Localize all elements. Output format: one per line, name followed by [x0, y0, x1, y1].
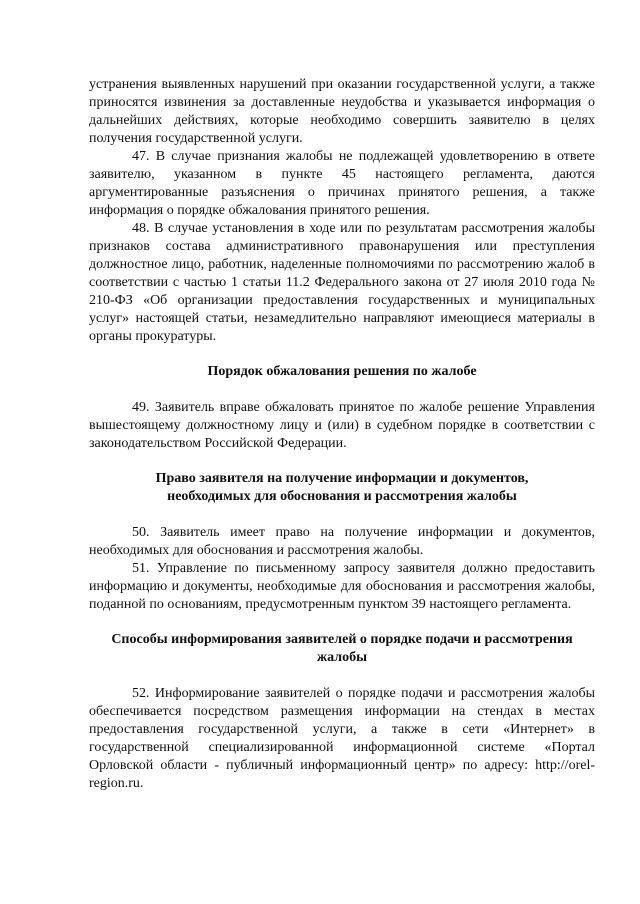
- paragraph-51: 51. Управление по письменному запросу заявителя должно предоставить информацию и документы, необходимые для обоснования и рассмотрения жалобы, поданной по основаниям, предусмотренным пунктом 39 настоящего регламента.: [89, 561, 595, 612]
- spacer: [89, 346, 595, 363]
- heading-rights: [89, 470, 595, 506]
- spacer: [89, 667, 595, 685]
- document-page: [89, 76, 595, 793]
- paragraph-52: 52. Информирование заявителей о порядке подачи и рассмотрения жалобы обеспечивается посредством размещения информации на стендах в местах предоставления государственной услуги, а также в сети «Интернет» в государственной специализированной информационной системе «Портал Орловской области - публичный информационный центр» по адресу: http://orel-region.ru.: [89, 686, 595, 791]
- paragraph-50: 50. Заявитель имеет право на получение информации и документов, необходимых для обоснования и рассмотрения жалобы.: [89, 525, 595, 558]
- paragraph-48: 48. В случае установления в ходе или по результатам рассмотрения жалобы признаков состава административного правонарушения или преступления должностное лицо, работник, наделенные полномочиями по рассмотрению жалоб в соответствии с частью 1 статьи 11.2 Федерального закона от 27 июля 2010 года № 210-ФЗ «Об организации предоставления государственных и муниципальных услуг» настоящей статьи, незамедлительно направляют имеющиеся материалы в органы прокуратуры.: [89, 221, 595, 344]
- spacer: [89, 453, 595, 470]
- heading-methods-line2: жалобы: [316, 650, 368, 665]
- paragraph-47: 47. В случае признания жалобы не подлежащей удовлетворению в ответе заявителю, указанном в пункте 45 настоящего регламента, даются аргументированные разъяснения о причинах принятого решения, а также информация о порядке обжалования принятого решения.: [89, 149, 595, 218]
- spacer: [89, 506, 595, 524]
- spacer: [89, 614, 595, 631]
- continuation-paragraph: устранения выявленных нарушений при оказании государственной услуги, а также приносятся извинения за доставленные неудобства и указывается информация о дальнейших действиях, которые необходимо совершить заявителю в целях получения государственной услуги.: [89, 77, 595, 146]
- heading-rights-line1: Право заявителя на получение информации и документов,: [155, 471, 529, 486]
- spacer: [89, 381, 595, 399]
- heading-methods-line1: Способы информирования заявителей о порядке подачи и рассмотрения: [111, 632, 573, 647]
- heading-rights-line2: необходимых для обоснования и рассмотрения жалобы: [167, 489, 517, 504]
- heading-methods: [89, 631, 595, 667]
- heading-appeal: Порядок обжалования решения по жалобе: [207, 364, 477, 379]
- paragraph-49: 49. Заявитель вправе обжаловать принятое по жалобе решение Управления вышестоящему должностному лицу и (или) в судебном порядке в соответствии с законодательством Российской Федерации.: [89, 400, 595, 451]
